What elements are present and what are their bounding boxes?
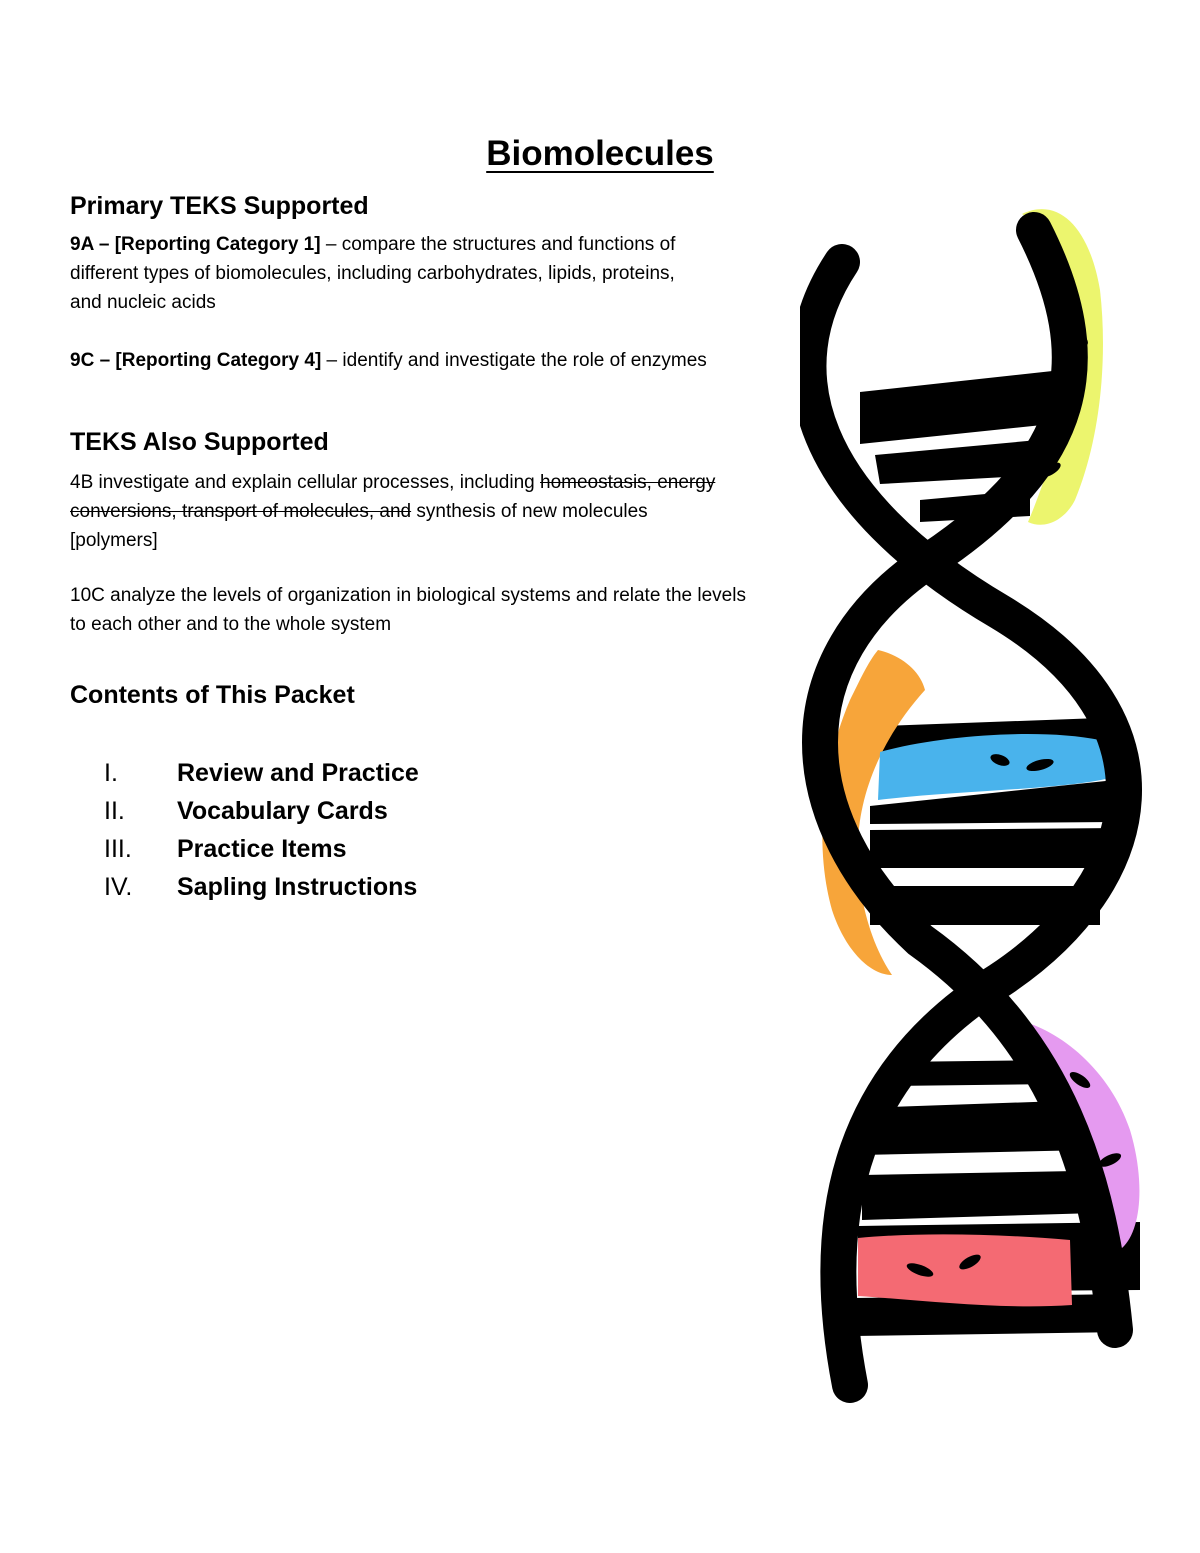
contents-label: Sapling Instructions: [177, 873, 418, 901]
contents-item: [104, 868, 419, 906]
contents-item: [104, 792, 419, 830]
dna-double-helix-icon: [800, 200, 1170, 1420]
teks-9a-dash: –: [93, 234, 115, 255]
teks-9c-dash: –: [94, 350, 116, 371]
red-segment: [858, 1234, 1072, 1306]
contents-numeral: II.: [104, 797, 125, 825]
teks-4b-text-end: synthesis of new molecules: [411, 501, 648, 522]
teks-10c-line-1: 10C analyze the levels of organization in biological systems and relate the levels: [70, 585, 746, 606]
teks-4b-struck-text-1: homeostasis, energy: [540, 472, 716, 493]
contents-label: Practice Items: [177, 835, 347, 863]
contents-heading: Contents of This Packet: [70, 681, 355, 709]
contents-list: [104, 754, 419, 906]
contents-label: Review and Practice: [177, 759, 419, 787]
contents-numeral: III.: [104, 835, 132, 863]
contents-numeral: I.: [104, 759, 118, 787]
teks-9a-line-1: [70, 230, 675, 259]
page-title: Biomolecules: [486, 134, 714, 173]
contents-item: [104, 830, 419, 868]
teks-9a-paragraph: [70, 230, 675, 317]
teks-9a-line-3: and nucleic acids: [70, 292, 216, 313]
teks-9c-line: [70, 346, 707, 375]
teks-9c-text: – identify and investigate the role of enzymes: [321, 350, 707, 371]
teks-4b-line-2: [70, 497, 715, 526]
contents-item: [104, 754, 419, 792]
primary-teks-heading: Primary TEKS Supported: [70, 192, 369, 220]
teks-9c-category: [Reporting Category 4]: [115, 350, 322, 371]
contents-numeral: IV.: [104, 873, 133, 901]
teks-4b-struck-text-2: conversions, transport of molecules, and: [70, 501, 412, 522]
teks-9a-line-2: different types of biomolecules, including carbohydrates, lipids, proteins,: [70, 263, 675, 284]
teks-10c-paragraph: [70, 581, 746, 639]
also-supported-heading: TEKS Also Supported: [70, 428, 329, 456]
teks-4b-paragraph: [70, 468, 715, 555]
teks-9c-paragraph: [70, 346, 707, 375]
teks-9c-code: 9C: [70, 350, 95, 371]
teks-9a-code: 9A: [70, 234, 94, 255]
contents-label: Vocabulary Cards: [177, 797, 388, 825]
teks-4b-line-1: [70, 468, 715, 497]
teks-9a-category: [Reporting Category 1]: [114, 234, 321, 255]
teks-4b-line-3: [polymers]: [70, 530, 158, 551]
base-pair-bar: [870, 828, 1120, 868]
teks-4b-text-start: 4B investigate and explain cellular processes, including: [70, 472, 540, 493]
teks-9a-text: – compare the structures and functions of: [320, 234, 676, 255]
teks-10c-line-2: to each other and to the whole system: [70, 614, 392, 635]
